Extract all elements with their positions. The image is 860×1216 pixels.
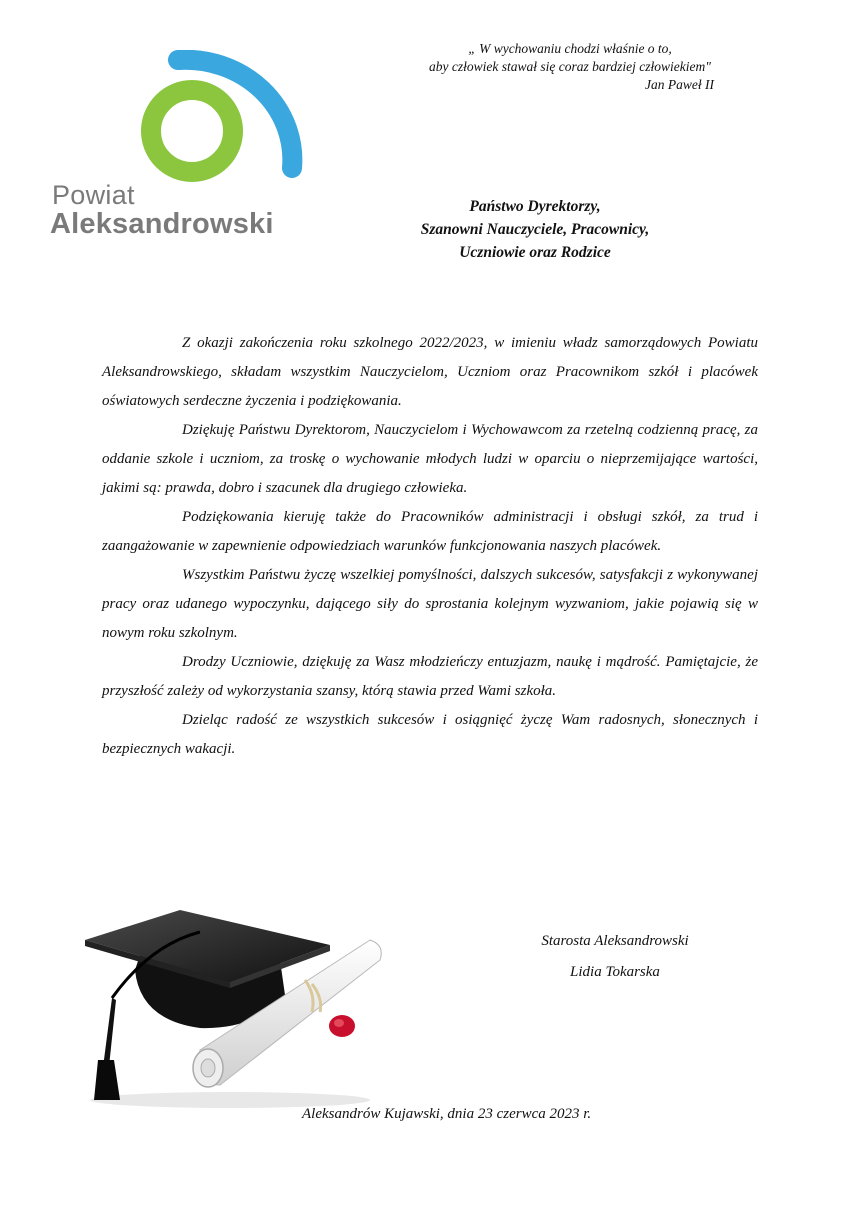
epigraph-quote — [400, 40, 740, 94]
logo-rings-icon — [48, 50, 308, 185]
paragraph: Drodzy Uczniowie, dziękuję za Wasz młodzieńczy entuzjazm, naukę i mądrość. Pamiętajcie, że przyszłość zależy od wykorzystania szansy, którą stawia przed Wami szkoła. — [102, 654, 758, 699]
salutation-line-3: Uczniowie oraz Rodzice — [459, 244, 611, 261]
paragraph: Z okazji zakończenia roku szkolnego 2022/2023, w imieniu władz samorządowych Powiatu Aleksandrowskiego, składam wszystkim Nauczycielom, Uczniom oraz Pracownikom szkół i placówek oświatowych serdeczne życzenia i podziękowania. — [102, 335, 758, 409]
signature-block — [500, 926, 730, 988]
salutation-line-2: Szanowni Nauczyciele, Pracownicy, — [420, 221, 650, 238]
salutation — [375, 195, 695, 264]
letter-body — [102, 329, 758, 764]
quote-line-2: aby człowiek stawał się coraz bardziej człowiekiem" — [429, 59, 711, 74]
signature-name: Lidia Tokarska — [570, 964, 660, 980]
paragraph: Dziękuję Państwu Dyrektorom, Nauczycielom i Wychowawcom za rzetelną codzienną pracę, za oddanie szkole i uczniom, za troskę o wychowanie młodych ludzi w oparciu o nieprzemijające wartości, jakimi są: prawda, dobro i szacunek dla drugiego człowieka. — [102, 422, 758, 496]
quote-author: Jan Paweł II — [645, 77, 714, 92]
signature-title: Starosta Aleksandrowski — [541, 933, 689, 949]
powiat-logo — [48, 50, 308, 245]
place-and-date: Aleksandrów Kujawski, dnia 23 czerwca 2023 r. — [302, 1106, 592, 1122]
paragraph: Dzieląc radość ze wszystkich sukcesów i osiągnięć życzę Wam radosnych, słonecznych i bezpiecznych wakacji. — [102, 712, 758, 757]
logo-text-powiat: Powiat — [52, 180, 135, 210]
graduation-cap-diploma-icon — [80, 900, 390, 1110]
paragraph: Podziękowania kieruję także do Pracowników administracji i obsługi szkół, za trud i zaangażowanie w zapewnienie odpowiedziach warunków funkcjonowania naszych placówek. — [102, 509, 758, 554]
paragraph: Wszystkim Państwu życzę wszelkiej pomyślności, dalszych sukcesów, satysfakcji z wykonywanej pracy oraz udanego wypoczynku, dającego siły do sprostania kolejnym wyzwaniom, jakie pojawią się w nowym roku szkolnym. — [102, 567, 758, 641]
logo-text-aleksandrowski: Aleksandrowski — [50, 208, 274, 240]
salutation-line-1: Państwo Dyrektorzy, — [469, 198, 601, 215]
quote-line-1: „ W wychowaniu chodzi właśnie o to, — [468, 41, 672, 56]
